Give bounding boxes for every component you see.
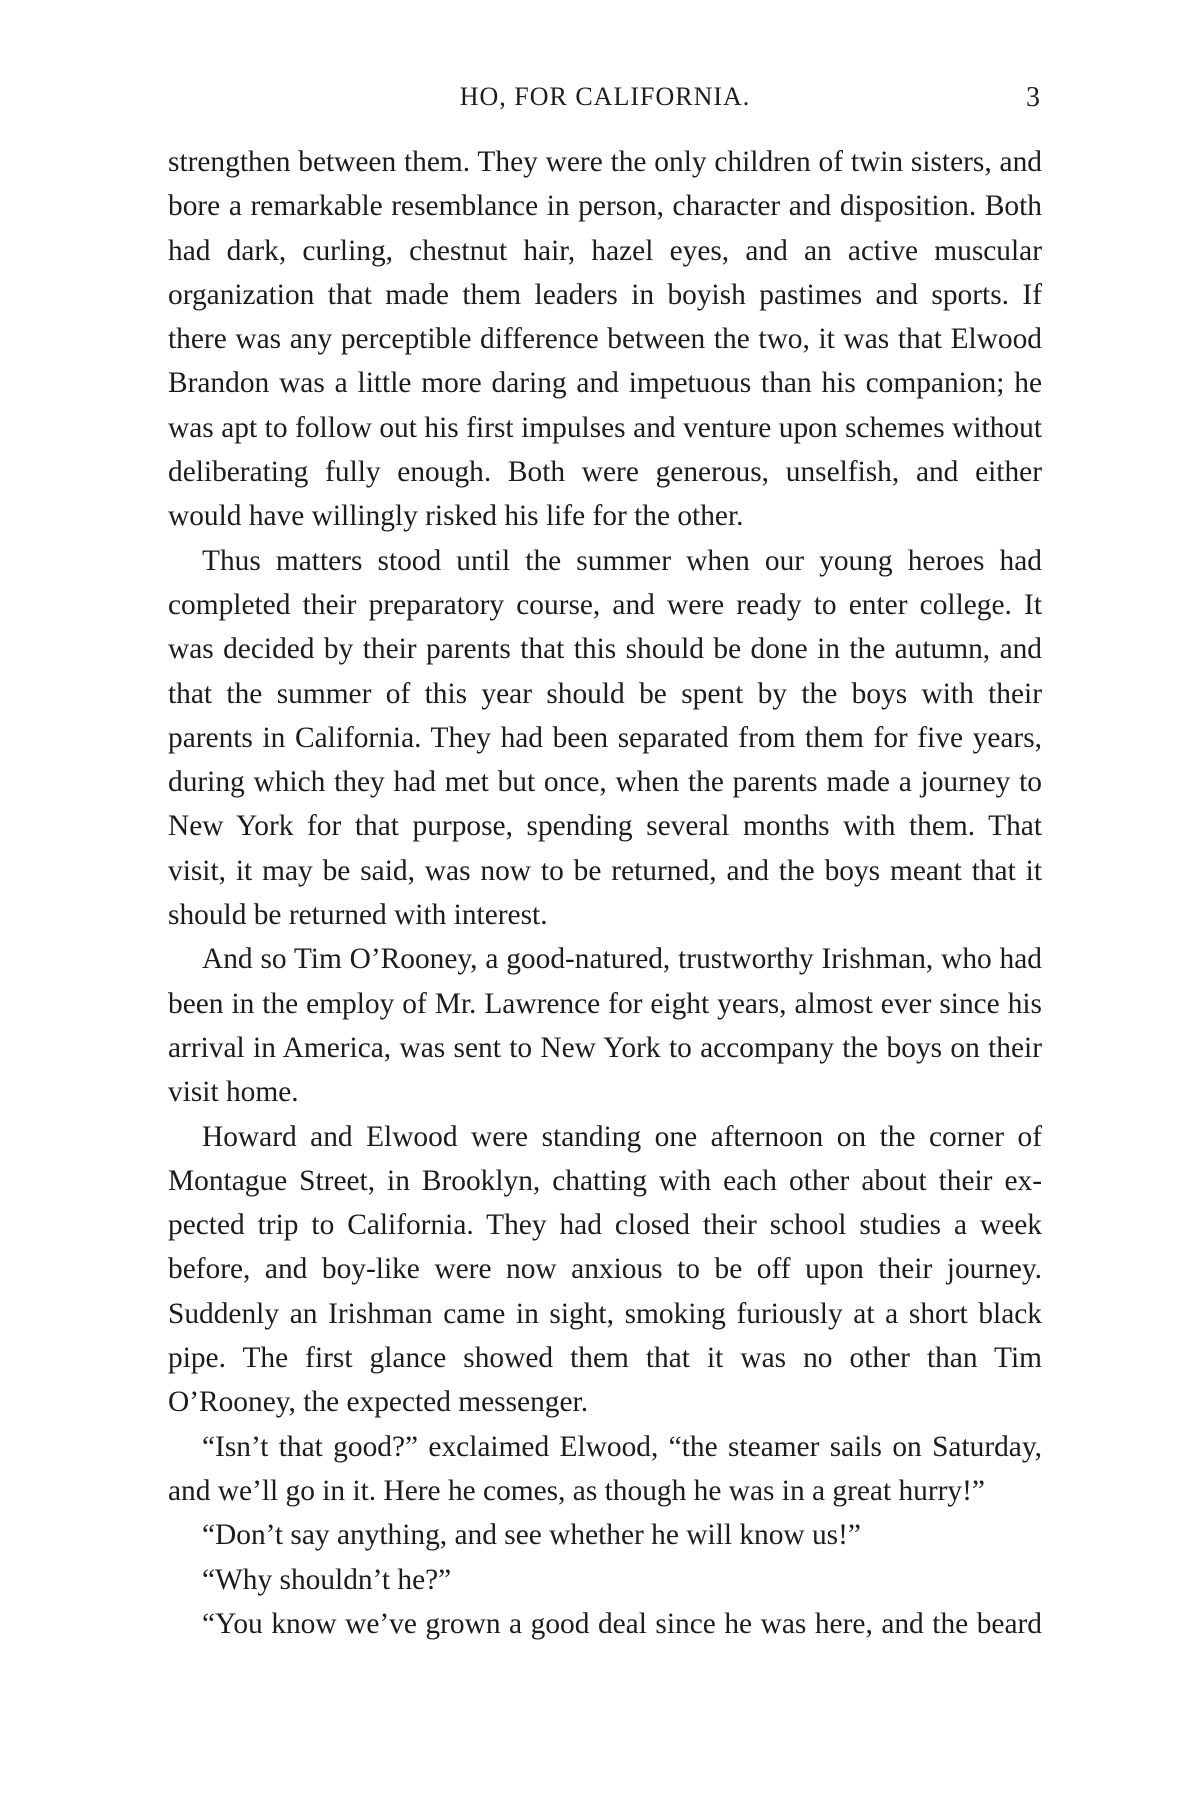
body-text: [168, 140, 1042, 1646]
paragraph-dialogue: “You know we’ve grown a good deal since he was here, and the beard: [202, 1607, 1042, 1640]
running-title: HO, FOR CALIFORNIA.: [459, 82, 751, 111]
paragraph: And so Tim O’Rooney, a good-natured, trustworthy Irishman, who had been in the employ of Mr. Lawrence for eight years, almost ever since his arrival in America, was sent to New York to accompany the boys on their visit home.: [168, 943, 1042, 1109]
paragraph-continued: strengthen between them. They were the only children of twin sisters, and bore a remarkable resemblance in person, character and disposition. Both had dark, curling, chestnut hair, hazel eyes, and an active muscular organization that made them leaders in boyish pastimes and sports. If there was any perceptible difference between the two, it was that Elwood Brandon was a little more daring and impetuous than his companion; he was apt to follow out his first impulses and venture upon schemes without deliberating fully enough. Both were generous, unselfish, and either would have willingly risked his life for the other.: [168, 146, 1042, 533]
paragraph-dialogue: “Why shouldn’t he?”: [202, 1563, 452, 1596]
paragraph: Thus matters stood until the summer when our young heroes had completed their preparatory course, and were ready to enter college. It was decided by their parents that this should be done in the autumn, and that the summer of this year should be spent by the boys with their parents in California. They had been separated from them for five years, during which they had met but once, when the parents made a journey to New York for that purpose, spending several months with them. That visit, it may be said, was now to be returned, and the boys meant that it should be returned with interest.: [168, 544, 1042, 932]
running-head: [170, 82, 1040, 122]
paragraph-dialogue: “Isn’t that good?” exclaimed Elwood, “the steamer sails on Saturday, and we’ll go in it. Here he comes, as though he was in a great hurry!”: [168, 1430, 1042, 1507]
paragraph: Howard and Elwood were standing one afternoon on the corner of Montague Street, in Brooklyn, chatting with each other about their expected trip to California. They had closed their school studies a week before, and boy-like were now anxious to be off upon their journey. Suddenly an Irishman came in sight, smoking furiously at a short black pipe. The first glance showed them that it was no other than Tim O’Rooney, the expected messenger.: [168, 1120, 1042, 1419]
paragraph-dialogue: “Don’t say anything, and see whether he will know us!”: [202, 1519, 861, 1552]
page-number: 3: [1026, 82, 1040, 113]
